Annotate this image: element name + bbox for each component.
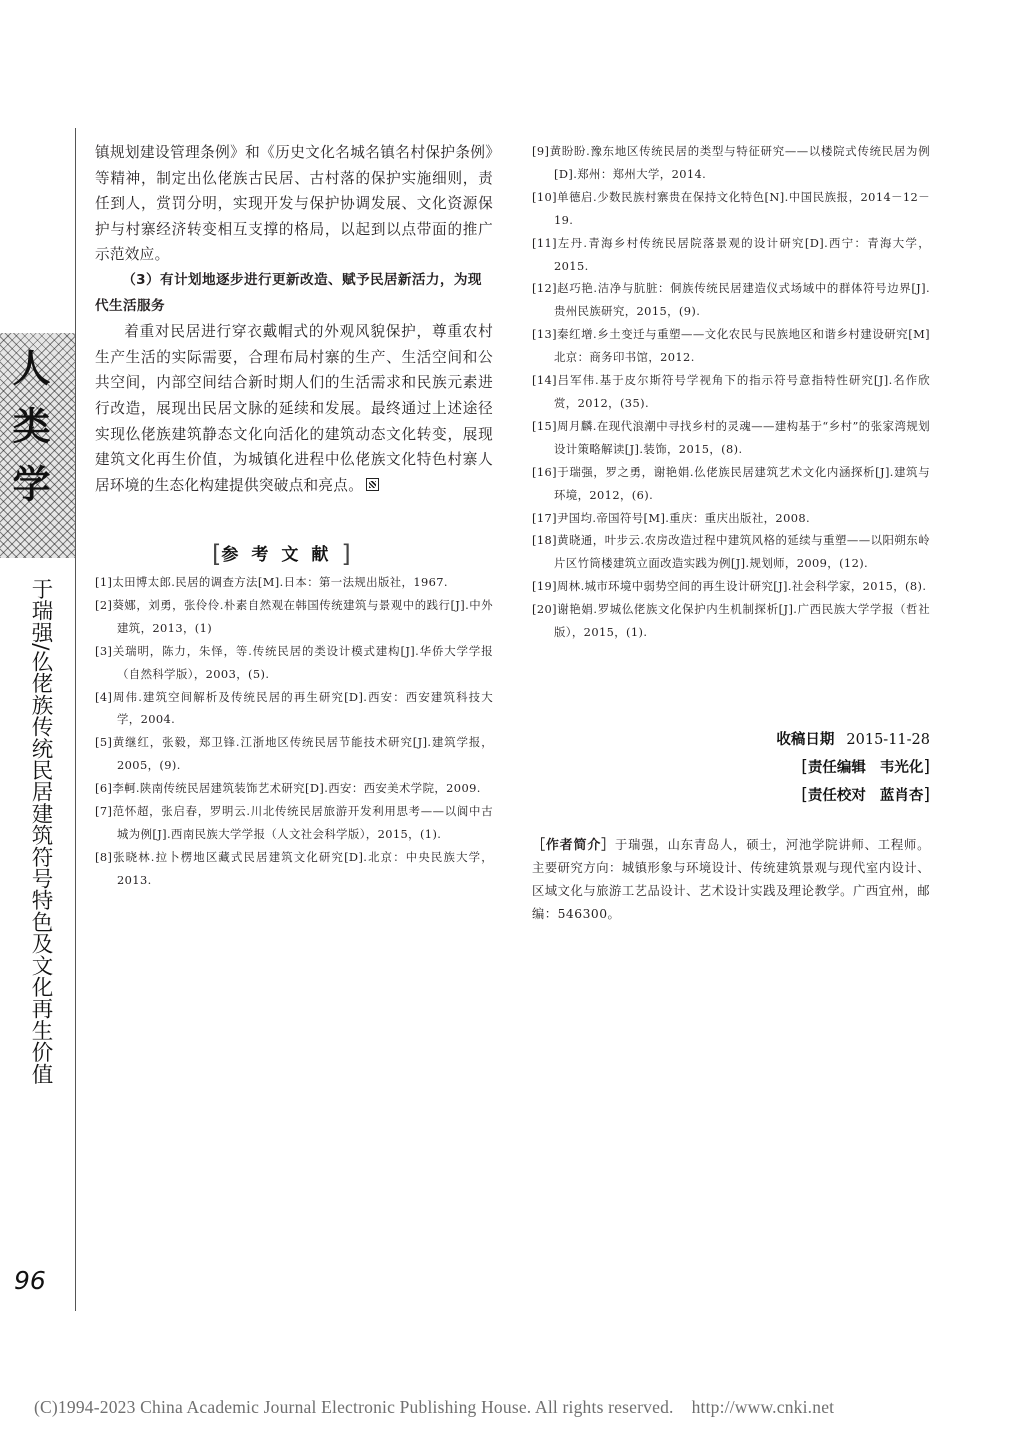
reference-item: [3]关瑞明，陈力，朱怿，等.传统民居的类设计模式建构[J].华侨大学学报（自然科学版），2003，(5). (95, 643, 493, 681)
bracket-close: ] (923, 785, 930, 805)
reference-item: [9]黄盼盼.豫东地区传统民居的类型与特征研究——以楼院式传统民居为例[D].郑州：郑州大学，2014. (532, 144, 930, 181)
references-list-right (532, 140, 930, 644)
references-heading-text: 参考文献 (221, 545, 342, 565)
receipt-date-line (720, 727, 930, 754)
author-bio (532, 834, 930, 926)
section-title: 人类学 (6, 348, 50, 522)
reference-item: [16]于瑞强，罗之勇，谢艳娟.仫佬族民居建筑艺术文化内涵探析[J].建筑与环境，2012，(6). (532, 464, 930, 502)
margin-rule (75, 128, 76, 1311)
editor-line (720, 754, 930, 782)
author-text: 于瑞强，山东青岛人，硕士，河池学院讲师、工程师。主要研究方向：城镇形象与环境设计、传统建筑景观与现代室内设计、区域文化与旅游工艺品设计、艺术设计实践及理论教学。广西宜州，邮编：546300。 (532, 838, 930, 921)
page-number: 96 (14, 1266, 46, 1295)
references-heading (212, 540, 351, 568)
proof-name: 蓝肖杏 (879, 788, 924, 804)
receipt-date-value: 2015-11-28 (846, 732, 930, 748)
bracket-open: [ (801, 757, 808, 777)
bracket-close: ] (923, 757, 930, 777)
body-paragraph-1: 镇规划建设管理条例》和《历史文化名城名镇名村保护条例》等精神，制定出仫佬族古民居、古村落的保护实施细则，责任到人，赏罚分明，实现开发与保护协调发展、文化资源保护与村寨经济转变相互支撑的格局，以起到以点带面的推广示范效应。 (95, 144, 493, 264)
proof-line (720, 782, 930, 810)
reference-item: [11]左丹.青海乡村传统民居院落景观的设计研究[D].西宁：青海大学，2015. (532, 235, 930, 273)
reference-item: [7]范怀超，张启春，罗明云.川北传统民居旅游开发利用思考——以阆中古城为例[J].西南民族大学学报（人文社会科学版），2015，(1). (95, 804, 493, 841)
receipt-block (720, 727, 930, 810)
body-paragraph-2-text: 着重对民居进行穿衣戴帽式的外观风貌保护，尊重农村生产生活的实际需要，合理布局村寨的生产、生活空间和公共空间，内部空间结合新时期人们的生活需求和民族元素进行改造，展现出民居文脉的延续和发展。最终通过上述途径实现仫佬族建筑静态文化向活化的建筑动态文化转变，展现建筑文化再生价值，为城镇化进程中仫佬族文化特色村寨人居环境的生态化构建提供突破点和亮点。 (95, 323, 493, 494)
receipt-date-label: 收稿日期 (776, 732, 835, 748)
bracket-open: [ (801, 785, 808, 805)
editor-label: 责任编辑 (807, 760, 866, 776)
author-label: ［作者简介］ (532, 838, 616, 853)
reference-item: [5]黄继红，张毅，郑卫锋.江浙地区传统民居节能技术研究[J].建筑学报，2005，(9). (95, 735, 493, 773)
reference-item: [4]周伟.建筑空间解析及传统民居的再生研究[D].西安：西安建筑科技大学，2004. (95, 689, 493, 727)
reference-item: [14]吕军伟.基于皮尔斯符号学视角下的指示符号意指特性研究[J].名作欣赏，2012，(35). (532, 373, 930, 410)
bracket-open: [ (212, 540, 222, 568)
body-paragraph-2 (95, 319, 493, 498)
left-column (95, 140, 493, 498)
reference-item: [10]单德启.少数民族村寨贵在保持文化特色[N].中国民族报，2014－12－19. (532, 189, 930, 227)
end-mark-icon (366, 478, 379, 491)
reference-item: [15]周月麟.在现代浪潮中寻找乡村的灵魂——建构基于“乡村”的张家湾规划设计策略解读[J].装饰，2015，(8). (532, 418, 930, 456)
copyright-text: (C)1994-2023 China Academic Journal Electronic Publishing House. All rights reserved. (34, 1397, 674, 1417)
editor-name: 韦光化 (879, 760, 924, 776)
reference-item: [19]周林.城市环境中弱势空间的再生设计研究[J].社会科学家，2015，(8). (532, 579, 927, 594)
reference-item: [13]秦红增.乡土变迁与重塑——文化农民与民族地区和谐乡村建设研究[M]北京：商务印书馆，2012. (532, 327, 930, 365)
reference-item: [6]李軻.陕南传统民居建筑装饰艺术研究[D].西安：西安美术学院，2009. (95, 781, 481, 796)
proof-label: 责任校对 (807, 788, 866, 804)
reference-item: [17]尹国均.帝国符号[M].重庆：重庆出版社，2008. (532, 510, 811, 525)
reference-item: [18]黄晓通，叶步云.农房改造过程中建筑风格的延续与重塑——以阳朔东岭片区竹筒楼建筑立面改造实践为例[J].规划师，2009，(12). (532, 533, 930, 571)
reference-item: [20]谢艳娟.罗城仫佬族文化保护内生机制探析[J].广西民族大学学报（哲社版），2015，(1). (532, 602, 930, 640)
reference-item: [8]张晓林.拉卜楞地区藏式民居建筑文化研究[D].北京：中央民族大学，2013. (95, 849, 493, 887)
references-list-left (95, 571, 493, 892)
running-title: 于瑞强/仫佬族传统民居建筑符号特色及文化再生价值 (28, 578, 53, 1085)
subheading: （3）有计划地逐步进行更新改造、赋予民居新活力，为现代生活服务 (95, 271, 482, 314)
footer-url: http://www.cnki.net (691, 1397, 835, 1417)
copyright-footer (34, 1397, 994, 1418)
bracket-close: ] (341, 540, 351, 568)
reference-item: [12]赵巧艳.洁净与肮脏：侗族传统民居建造仪式场域中的群体符号边界[J].贵州民族研究，2015，(9). (532, 281, 930, 319)
reference-item: [1]太田博太郎.民居的调查方法[M].日本：第一法规出版社，1967. (95, 575, 448, 589)
reference-item: [2]葵娜，刘勇，张伶伶.朴素自然观在韩国传统建筑与景观中的践行[J].中外建筑，2013，(1) (95, 597, 493, 635)
